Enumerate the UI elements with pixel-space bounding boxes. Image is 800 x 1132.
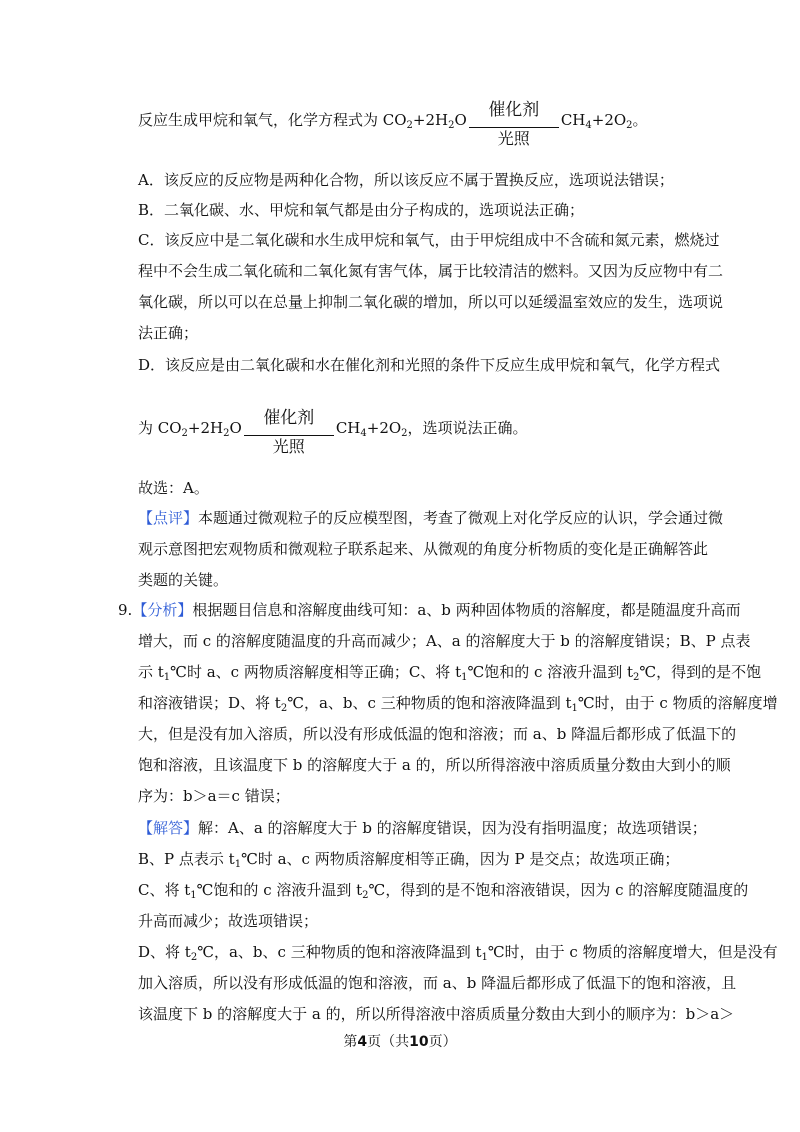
text: +2O	[591, 111, 627, 129]
text: 根据题目信息和溶解度曲线可知：a、b 两种固体物质的溶解度，都是随温度升高而	[192, 601, 741, 619]
text: 解：A、a 的溶解度大于 b 的溶解度错误，因为没有指明温度；故选项错误；	[198, 819, 707, 837]
catalyst-label: 催化剂	[263, 408, 315, 428]
answer-text	[138, 942, 778, 968]
option-d-text: D．该反应是由二氧化碳和水在催化剂和光照的条件下反应生成甲烷和氧气，化学方程式	[138, 356, 721, 374]
answer-paragraph	[138, 818, 707, 838]
text: 。	[632, 111, 648, 129]
question-number: 9.	[118, 601, 133, 619]
text: ℃时，由于 c 物质的溶解度增大，但是没有	[487, 943, 778, 961]
analysis-text: 大，但是没有加入溶质，所以没有形成低温的饱和溶液；而 a、b 降温后都形成了低温下的	[138, 725, 737, 743]
analysis-text	[138, 693, 778, 719]
catalyst-label: 催化剂	[488, 100, 540, 120]
text: ℃时，由于 c 物质的溶解度增	[577, 694, 778, 712]
answer-text: 该温度下 b 的溶解度大于 a 的，所以所得溶液中溶质质量分数由大到小的顺序为：b＞a＞	[138, 1005, 735, 1023]
text: ℃时 a、c 两物质溶解度相等正确，因为 P 是交点；故选项正确；	[241, 850, 680, 868]
page-number: 4	[357, 1034, 368, 1050]
subscript: 1	[163, 672, 171, 683]
reaction-condition	[244, 408, 334, 456]
text: ℃饱和的 c 溶液升温到 t	[467, 663, 633, 681]
subscript: 2	[181, 428, 188, 439]
text: O	[454, 111, 467, 129]
option-c-text: 法正确；	[138, 324, 199, 342]
subscript: 1	[234, 859, 242, 870]
text: +2H	[187, 419, 224, 437]
text: CH	[335, 419, 361, 437]
option-a-text: A．该反应的反应物是两种化合物，所以该反应不属于置换反应，选项说法错误；	[138, 171, 674, 189]
reaction-bar	[469, 127, 559, 128]
equation-line-2	[138, 408, 528, 456]
condition-label: 光照	[497, 129, 530, 148]
subscript: 1	[481, 952, 488, 963]
analysis-text: 序为：b＞a＝c 错误；	[138, 787, 290, 805]
question-9-analysis	[118, 600, 741, 620]
answer-text: 升高而减少；故选项错误；	[138, 912, 319, 930]
text: CH	[560, 111, 586, 129]
subscript: 2	[362, 890, 369, 901]
analysis-text: 饱和溶液，且该温度下 b 的溶解度大于 a 的，所以所得溶液中溶质质量分数由大到小的顺	[138, 756, 731, 774]
text: B、P 点表示 t	[138, 850, 235, 868]
equation-line-1	[138, 100, 648, 148]
condition-label: 光照	[272, 437, 305, 456]
comment-paragraph	[138, 508, 723, 528]
text: C、将 t	[138, 881, 191, 899]
answer-tag: 【解答】	[138, 819, 199, 837]
comment-text: 观示意图把宏观物质和微观粒子联系起来、从微观的角度分析物质的变化是正确解答此	[138, 540, 709, 558]
subscript: 1	[461, 672, 468, 683]
comment-text: 类题的关键。	[138, 571, 229, 589]
answer-text: 加入溶质，所以没有形成低温的饱和溶液，而 a、b 降温后都形成了低温下的饱和溶液，且	[138, 974, 737, 992]
text: ℃饱和的 c 溶液升温到 t	[196, 881, 363, 899]
subscript: 1	[571, 703, 578, 714]
subscript: 2	[223, 428, 230, 439]
subscript: 4	[585, 120, 592, 131]
subscript: 1	[190, 890, 197, 901]
option-c-text: C．该反应中是二氧化碳和水生成甲烷和氧气，由于甲烷组成中不含硫和氮元素，燃烧过	[138, 231, 720, 249]
footer-text: 第	[343, 1034, 358, 1050]
reaction-bar	[244, 435, 334, 436]
footer-text: 页）	[428, 1034, 457, 1050]
text: +2O	[366, 419, 402, 437]
text: 本题通过微观粒子的反应模型图，考查了微观上对化学反应的认识，学会通过微	[198, 509, 724, 527]
answer-text	[138, 849, 679, 875]
analysis-tag: 【分析】	[132, 601, 193, 619]
text: ℃，得到的是不饱	[639, 663, 762, 681]
subscript: 2	[280, 703, 288, 714]
subscript: 4	[360, 428, 367, 439]
text: +2H	[412, 111, 449, 129]
subscript: 2	[626, 120, 633, 131]
option-c-text: 氧化碳，所以可以在总量上抑制二氧化碳的增加，所以可以延缓温室效应的发生，选项说	[138, 293, 724, 311]
subscript: 2	[633, 672, 640, 683]
text: 和溶液错误；D、将 t	[138, 694, 281, 712]
text: 反应生成甲烷和氧气，化学方程式为 CO	[138, 111, 407, 129]
option-b-text: B．二氧化碳、水、甲烷和氧气都是由分子构成的，选项说法正确；	[138, 201, 585, 219]
analysis-text: 增大，而 c 的溶解度随温度的升高而减少；A、a 的溶解度大于 b 的溶解度错误；B、P 点表	[138, 632, 751, 650]
footer-text: 页（共	[367, 1034, 410, 1050]
text: ，选项说法正确。	[407, 419, 528, 437]
text: ℃，得到的是不饱和溶液错误，因为 c 的溶解度随温度的	[368, 881, 749, 899]
text: D、将 t	[138, 943, 191, 961]
subscript: 2	[406, 120, 413, 131]
text: 示 t	[138, 663, 164, 681]
text: ℃时 a、c 两物质溶解度相等正确；C、将 t	[170, 663, 462, 681]
analysis-text	[138, 662, 761, 688]
reaction-condition	[469, 100, 559, 148]
subscript: 2	[190, 952, 198, 963]
text: ℃，a、b、c 三种物质的饱和溶液降温到 t	[287, 694, 572, 712]
text: O	[229, 419, 242, 437]
comment-tag: 【点评】	[138, 509, 199, 527]
text: ℃，a、b、c 三种物质的饱和溶液降温到 t	[197, 943, 482, 961]
option-c-text: 程中不会生成二氧化硫和二氧化氮有害气体，属于比较清洁的燃料。又因为反应物中有二	[138, 262, 724, 280]
answer-text	[138, 880, 748, 906]
page-footer	[0, 1031, 800, 1051]
subscript: 2	[401, 428, 408, 439]
total-pages: 10	[409, 1034, 429, 1050]
subscript: 2	[448, 120, 455, 131]
text: 为 CO	[138, 419, 182, 437]
answer-choice: 故选：A。	[138, 479, 209, 497]
